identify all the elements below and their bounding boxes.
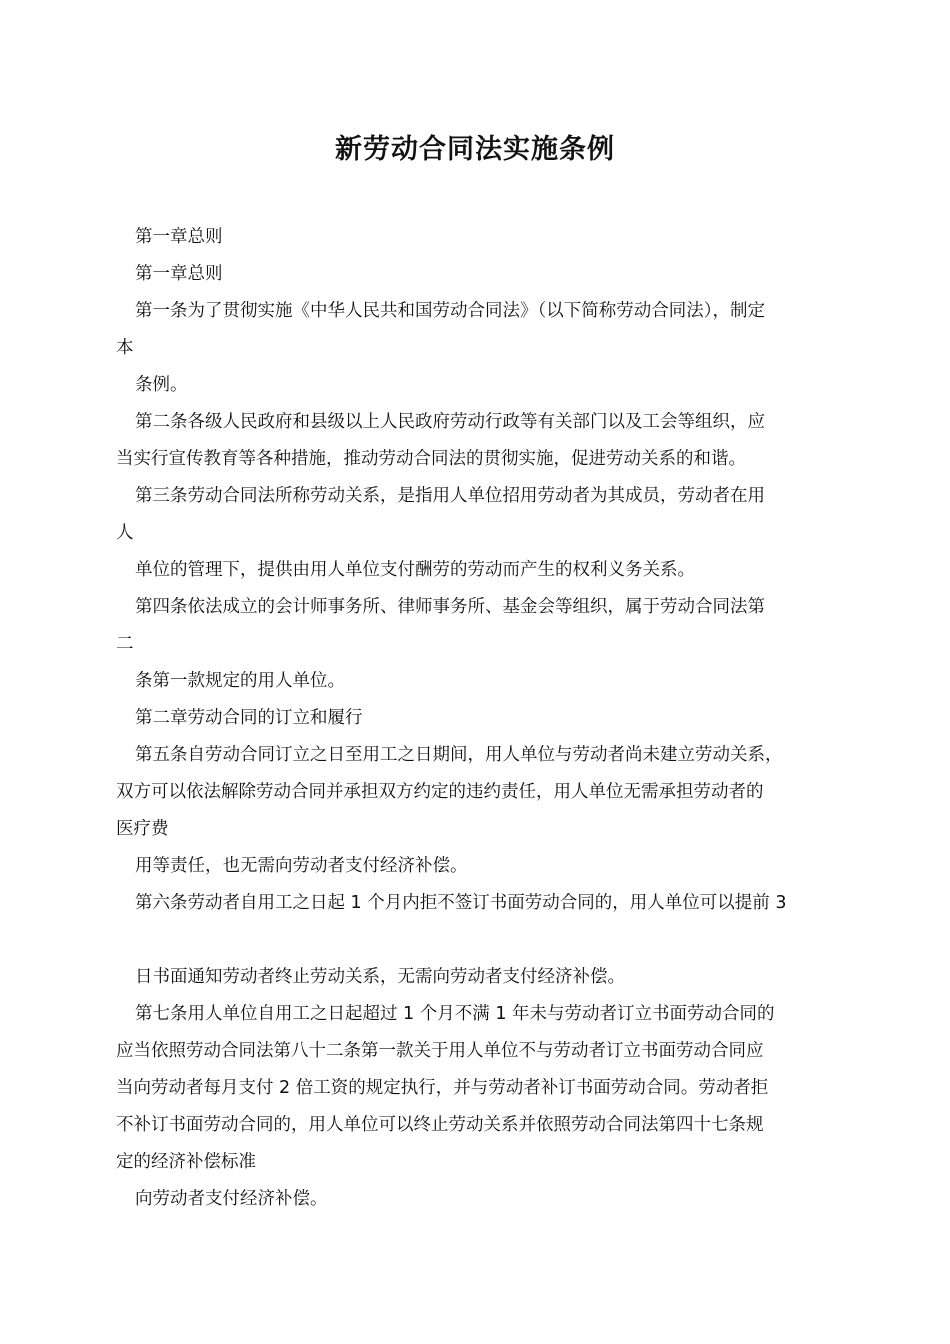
text-line: 向劳动者支付经济补偿。 (135, 1189, 328, 1209)
text-line: 定的经济补偿标准 (116, 1152, 256, 1172)
text-line: 当向劳动者每月支付 2 倍工资的规定执行，并与劳动者补订书面劳动合同。劳动者拒 (116, 1078, 769, 1098)
text-line: 本 (116, 338, 134, 358)
text-line: 医疗费 (116, 819, 169, 839)
chapter-heading: 第一章总则 (135, 264, 223, 284)
text-line: 双方可以依法解除劳动合同并承担双方约定的违约责任，用人单位无需承担劳动者的 (116, 782, 764, 802)
text-line: 人 (116, 523, 134, 543)
blank-line (116, 922, 846, 959)
text-line: 应当依照劳动合同法第八十二条第一款关于用人单位不与劳动者订立书面劳动合同应 (116, 1041, 764, 1061)
text-line: 第三条劳动合同法所称劳动关系，是指用人单位招用劳动者为其成员，劳动者在用 (135, 486, 765, 506)
text-line: 第一条为了贯彻实施《中华人民共和国劳动合同法》（以下简称劳动合同法），制定 (135, 301, 765, 321)
chapter-heading: 第二章劳动合同的订立和履行 (135, 708, 363, 728)
text-line: 第五条自劳动合同订立之日至用工之日期间，用人单位与劳动者尚未建立劳动关系， (135, 745, 783, 765)
text-line: 第二条各级人民政府和县级以上人民政府劳动行政等有关部门以及工会等组织，应 (135, 412, 765, 432)
document-title: 新劳动合同法实施条例 (335, 134, 615, 165)
text-line: 不补订书面劳动合同的，用人单位可以终止劳动关系并依照劳动合同法第四十七条规 (116, 1115, 764, 1135)
text-line: 条例。 (135, 375, 188, 395)
text-line: 二 (116, 634, 134, 654)
text-line: 第六条劳动者自用工之日起 1 个月内拒不签订书面劳动合同的，用人单位可以提前 3 (135, 893, 787, 913)
text-line: 第四条依法成立的会计师事务所、律师事务所、基金会等组织，属于劳动合同法第 (135, 597, 765, 617)
text-line: 当实行宣传教育等各种措施，推动劳动合同法的贯彻实施，促进劳动关系的和谐。 (116, 449, 746, 469)
text-line: 日书面通知劳动者终止劳动关系，无需向劳动者支付经济补偿。 (135, 967, 625, 987)
text-line: 第七条用人单位自用工之日起超过 1 个月不满 1 年未与劳动者订立书面劳动合同的 (135, 1004, 775, 1024)
document-body (116, 219, 846, 1218)
text-line: 条第一款规定的用人单位。 (135, 671, 345, 691)
text-line: 用等责任，也无需向劳动者支付经济补偿。 (135, 856, 468, 876)
text-line: 单位的管理下，提供由用人单位支付酬劳的劳动而产生的权利义务关系。 (135, 560, 695, 580)
chapter-heading: 第一章总则 (135, 227, 223, 247)
